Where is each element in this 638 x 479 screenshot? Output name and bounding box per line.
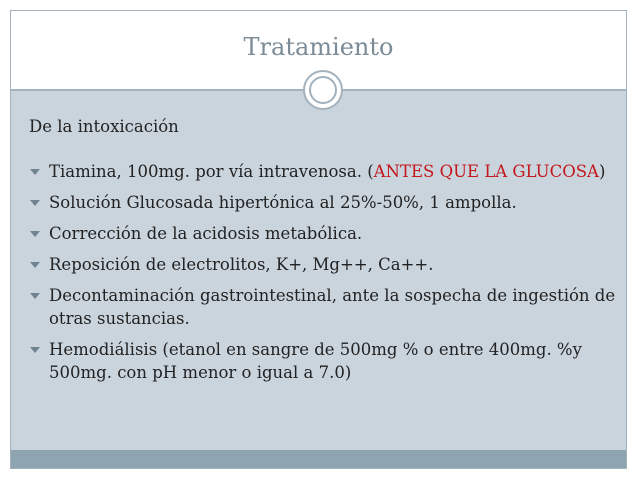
- filled-triangle-bullet-icon: [30, 169, 40, 175]
- slide-subtitle: De la intoxicación: [29, 117, 179, 136]
- bullet-item: [29, 160, 617, 183]
- slide-title: Tratamiento: [243, 33, 394, 61]
- filled-triangle-bullet-icon: [30, 293, 40, 299]
- bullet-item: [29, 338, 617, 384]
- bullet-item: [29, 191, 617, 214]
- bullet-item: [29, 222, 617, 245]
- filled-triangle-bullet-icon: [30, 262, 40, 268]
- bullet-text: Corrección de la acidosis metabólica.: [49, 224, 363, 243]
- slide-frame: [10, 10, 627, 469]
- bullet-text: Decontaminación gastrointestinal, ante la sospecha de ingestión de otras sustancias.: [49, 286, 616, 328]
- bullet-highlight-text: ANTES QUE LA GLUCOSA: [373, 162, 599, 181]
- double-circle-ornament-icon: [302, 69, 344, 111]
- bullet-text: Hemodiálisis (etanol en sangre de 500mg % o entre 400mg. %y 500mg. con pH menor o igual a 7.0): [49, 340, 582, 382]
- bullet-item: [29, 253, 617, 276]
- filled-triangle-bullet-icon: [30, 231, 40, 237]
- bullet-text: Tiamina, 100mg. por vía intravenosa. (: [49, 162, 374, 181]
- filled-triangle-bullet-icon: [30, 200, 40, 206]
- slide-content: [29, 115, 617, 392]
- bottom-strip: [11, 450, 626, 468]
- bullet-list: [29, 160, 617, 384]
- bullet-text: Solución Glucosada hipertónica al 25%-50%, 1 ampolla.: [49, 193, 517, 212]
- bullet-text: Reposición de electrolitos, K+, Mg++, Ca++.: [49, 255, 434, 274]
- bullet-text: ): [598, 162, 606, 181]
- bullet-item: [29, 284, 617, 330]
- filled-triangle-bullet-icon: [30, 347, 40, 353]
